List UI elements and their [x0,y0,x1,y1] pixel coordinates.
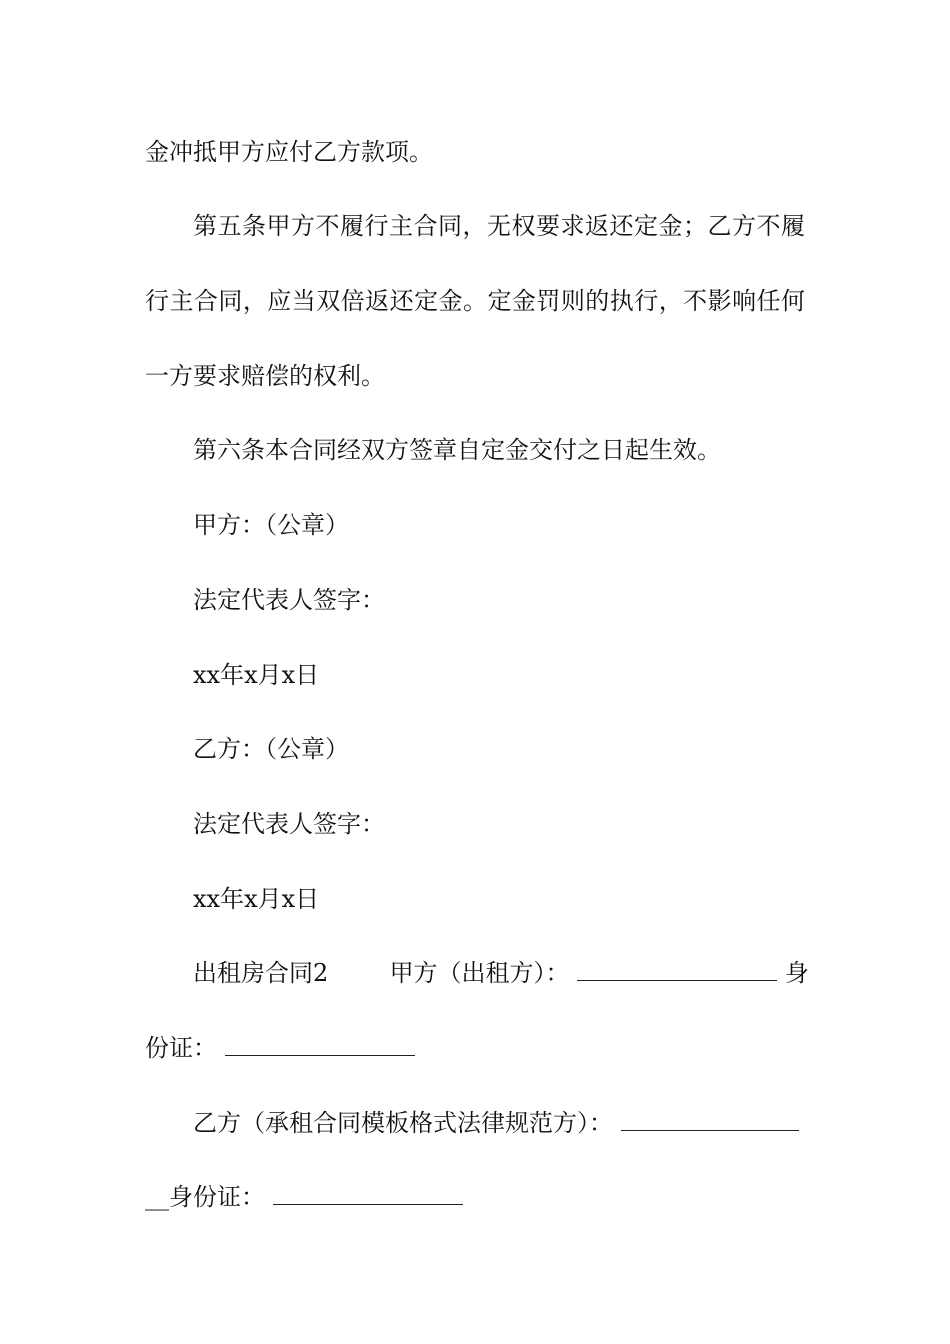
paragraph-line: 第六条本合同经双方签章自定金交付之日起生效。 [193,436,721,464]
id-label-a: 份证： [145,1034,217,1062]
party-a-name-blank [577,954,777,981]
party-a-date: xx年x月x日 [193,661,320,689]
contract2-party-a-line [193,953,809,993]
party-b-representative-signature: 法定代表人签字： [193,810,385,838]
paragraph-line: 行主合同，应当双倍返还定金。定金罚则的执行，不影响任何 [145,287,805,315]
paragraph-line: 金冲抵甲方应付乙方款项。 [145,138,433,166]
party-a-id-line [145,1028,805,1068]
id-label-b: __身份证： [145,1183,265,1211]
id-tail-char: 身 [784,959,809,987]
party-b-id-line [145,1177,805,1217]
party-b-name-blank [621,1104,799,1131]
party-a-representative-signature: 法定代表人签字： [193,586,385,614]
paragraph-line: 一方要求赔偿的权利。 [145,362,385,390]
party-b-seal: 乙方：（公章） [193,735,349,763]
party-a-label: 甲方（出租方）： [389,959,570,987]
party-b-label: 乙方（承租合同模板格式法律规范方）： [193,1109,613,1137]
party-b-line [193,1103,805,1143]
paragraph-line: 第五条甲方不履行主合同，无权要求返还定金；乙方不履 [193,212,805,240]
party-b-date: xx年x月x日 [193,885,320,913]
party-a-id-blank [225,1029,415,1056]
party-b-id-blank [273,1178,463,1205]
contract2-title: 出租房合同2 [193,959,329,987]
party-a-seal: 甲方：（公章） [193,511,349,539]
